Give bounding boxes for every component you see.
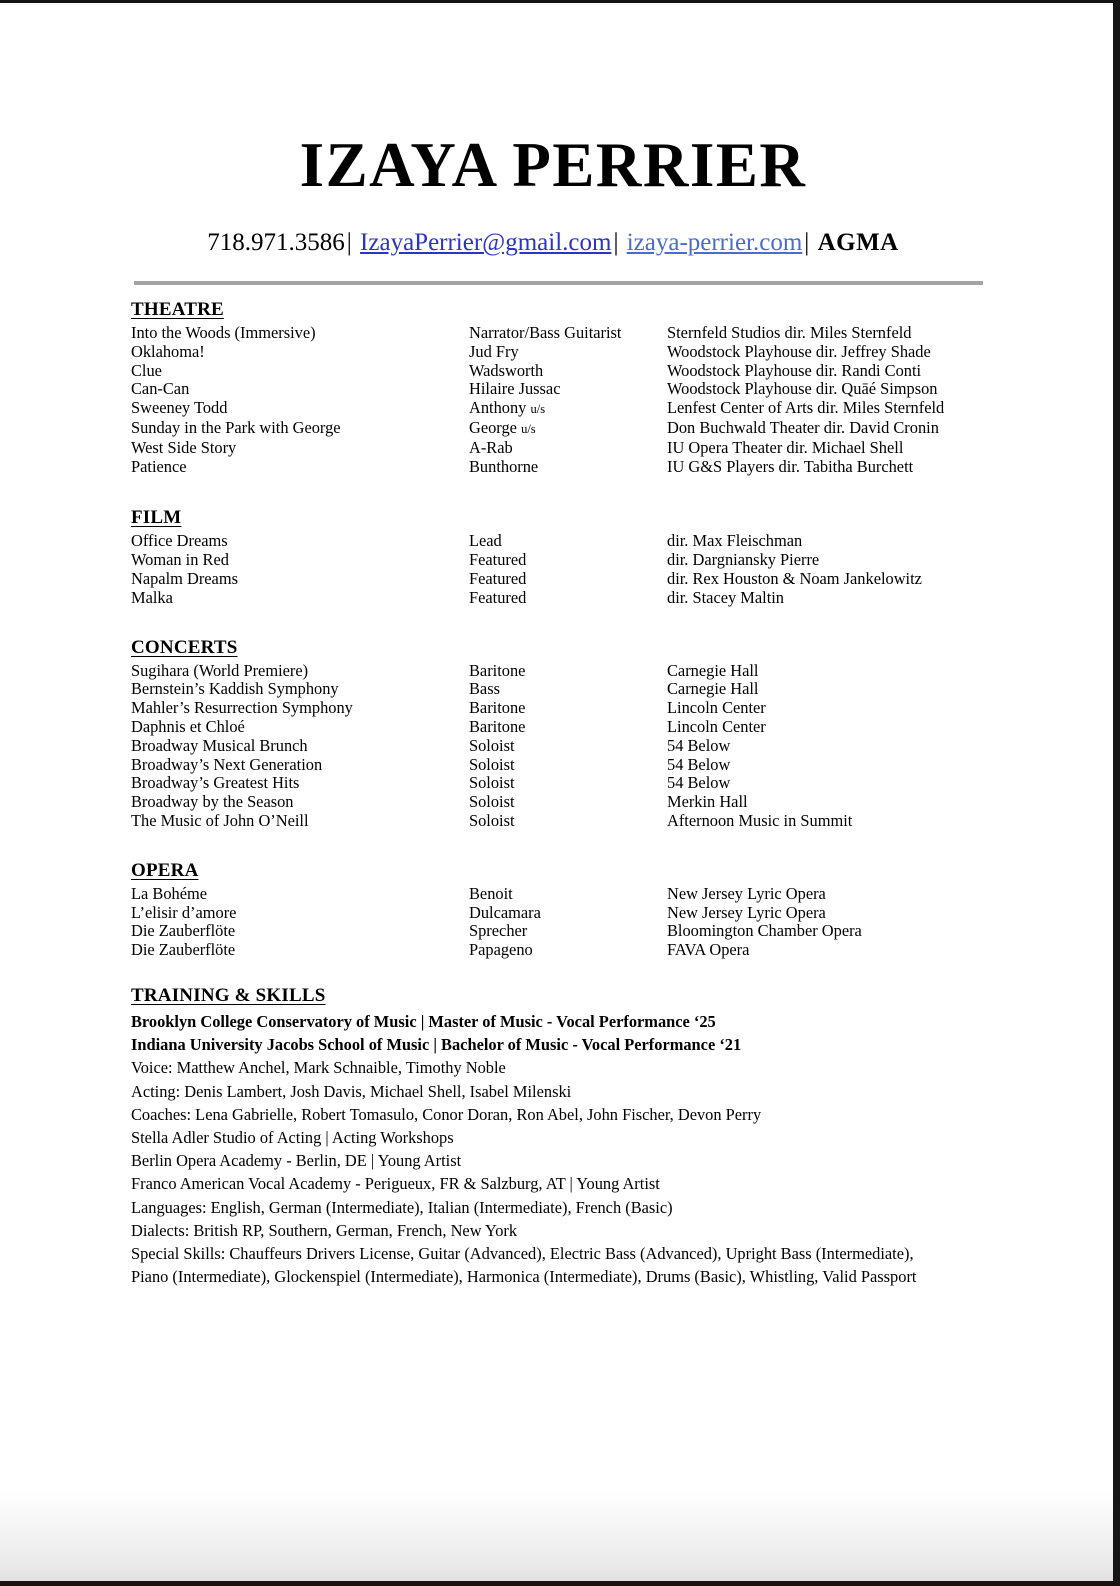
section-title-film: FILM: [131, 507, 182, 529]
credit-role: [469, 718, 667, 737]
training-line: Special Skills: Chauffeurs Drivers License, Guitar (Advanced), Electric Bass (Advanced), Upright Bass (Intermediate), Piano (Intermediate), Glockenspiel (Intermediate), Harmonica (Intermediate), Drums (Basic), Whistling, Valid Passport: [131, 1243, 917, 1287]
credit-role: [469, 551, 667, 570]
training-line: Stella Adler Studio of Acting | Acting Workshops: [131, 1127, 454, 1147]
credit-title: Die Zauberflöte: [131, 921, 236, 941]
credit-venue-director: Lenfest Center of Arts dir. Miles Sternfeld: [667, 398, 945, 418]
credit-role: [469, 343, 667, 362]
credit-role-name: Soloist: [469, 735, 515, 755]
credit-role: [469, 362, 667, 381]
credit-title: Broadway’s Greatest Hits: [131, 773, 300, 793]
credit-venue-director: Carnegie Hall: [667, 679, 759, 699]
credit-title: Sweeney Todd: [131, 398, 228, 418]
credit-title: Sugihara (World Premiere): [131, 660, 309, 680]
credit-role: [469, 680, 667, 699]
credit-row: [131, 551, 1031, 570]
credit-role-name: Featured: [469, 587, 527, 607]
credit-title: Broadway Musical Brunch: [131, 735, 308, 755]
credit-row: [131, 324, 1031, 343]
credit-role: [469, 941, 667, 960]
credit-row: [131, 680, 1031, 699]
page-title: IZAYA PERRIER: [299, 130, 807, 200]
credit-role-name: Lead: [469, 531, 502, 551]
section-opera: [131, 861, 1031, 960]
credit-rows-film: [131, 532, 1031, 607]
credit-row: [131, 439, 1031, 458]
credit-title: L’elisir d’amore: [131, 902, 237, 922]
credit-venue-director: dir. Stacey Maltin: [667, 587, 784, 607]
training-line: Acting: Denis Lambert, Josh Davis, Michael Shell, Isabel Milenski: [131, 1081, 572, 1101]
spacer: [131, 960, 1031, 986]
credit-role-name: Soloist: [469, 810, 515, 830]
credit-title: Oklahoma!: [131, 341, 205, 361]
credit-role: [469, 774, 667, 793]
training-lines: [131, 1010, 1031, 1288]
credit-row: [131, 941, 1031, 960]
credit-role-name: Papageno: [469, 940, 533, 960]
credit-role: [469, 458, 667, 477]
credit-role: [469, 737, 667, 756]
credit-role-name: Soloist: [469, 754, 515, 774]
credit-venue-director: Don Buchwald Theater dir. David Cronin: [667, 417, 939, 437]
contact-line: [0, 197, 1106, 255]
credit-role: [469, 324, 667, 343]
credit-role-name: Wadsworth: [469, 360, 544, 380]
credit-venue-director: 54 Below: [667, 773, 731, 793]
credit-title: Woman in Red: [131, 550, 229, 570]
section-concerts: [131, 638, 1031, 831]
spacer: [131, 476, 1031, 508]
header-divider: [134, 281, 983, 285]
credit-row: [131, 922, 1031, 941]
credit-title: Clue: [131, 360, 162, 380]
credit-role: [469, 439, 667, 458]
credit-role-name: Jud Fry: [469, 341, 519, 361]
credit-venue-director: dir. Max Fleischman: [667, 531, 803, 551]
credit-venue-director: 54 Below: [667, 754, 731, 774]
phone-number: 718.971.3586: [207, 229, 345, 256]
credit-role-name: Bass: [469, 679, 500, 699]
credit-venue-director: Carnegie Hall: [667, 660, 759, 680]
credit-row: [131, 662, 1031, 681]
section-title-theatre: THEATRE: [131, 299, 224, 320]
credit-role: [469, 589, 667, 608]
credit-venue-director: Merkin Hall: [667, 792, 748, 812]
separator-2: |: [613, 229, 619, 256]
credit-title: West Side Story: [131, 437, 237, 457]
training-line: Coaches: Lena Gabrielle, Robert Tomasulo, Conor Doran, Ron Abel, John Fischer, Devon Perry: [131, 1104, 762, 1124]
credit-row: [131, 362, 1031, 381]
resume-content: [0, 3, 1106, 1581]
credit-role-name: Narrator/Bass Guitarist: [469, 323, 622, 342]
training-line: Dialects: British RP, Southern, German, French, New York: [131, 1220, 518, 1240]
credit-row: [131, 904, 1031, 923]
credit-role: [469, 699, 667, 718]
credit-row: [131, 570, 1031, 589]
credit-rows-theatre: [131, 324, 1031, 476]
credit-rows-concerts: [131, 662, 1031, 831]
credit-role-name: Anthony: [469, 398, 527, 418]
section-film: [131, 508, 1031, 607]
credit-row: [131, 774, 1031, 793]
training-line: Languages: English, German (Intermediate), Italian (Intermediate), French (Basic): [131, 1197, 673, 1217]
credit-venue-director: New Jersey Lyric Opera: [667, 883, 826, 903]
credit-venue-director: dir. Dargniansky Pierre: [667, 550, 820, 570]
credit-title: Sunday in the Park with George: [131, 417, 341, 437]
credit-venue-director: Bloomington Chamber Opera: [667, 921, 862, 941]
credit-row: [131, 343, 1031, 362]
credit-venue-director: FAVA Opera: [667, 940, 750, 960]
credit-title: Die Zauberflöte: [131, 940, 236, 960]
credit-row: [131, 793, 1031, 812]
credit-venue-director: Woodstock Playhouse dir. Quāé Simpson: [667, 379, 938, 399]
training-line: Berlin Opera Academy - Berlin, DE | Young Artist: [131, 1151, 462, 1171]
credit-title: Bernstein’s Kaddish Symphony: [131, 679, 339, 699]
credit-role: [469, 532, 667, 551]
credit-role-name: Soloist: [469, 792, 515, 812]
credit-venue-director: Lincoln Center: [667, 698, 766, 718]
credit-row: [131, 380, 1031, 399]
credit-role-name: Bunthorne: [469, 456, 539, 476]
website-link[interactable]: izaya-perrier.com: [626, 229, 803, 256]
spacer: [131, 608, 1031, 638]
credit-row: [131, 737, 1031, 756]
credit-row: [131, 885, 1031, 904]
credit-role-name: Hilaire Jussac: [469, 379, 561, 399]
credit-row: [131, 399, 1031, 419]
credit-rows-opera: [131, 885, 1031, 960]
credit-venue-director: 54 Below: [667, 735, 731, 755]
credit-title: Broadway’s Next Generation: [131, 754, 323, 774]
credit-venue-director: Lincoln Center: [667, 716, 766, 736]
credit-role-name: Featured: [469, 568, 527, 588]
credit-role: [469, 419, 667, 439]
credit-venue-director: Afternoon Music in Summit: [667, 810, 853, 830]
credit-venue-director: Woodstock Playhouse dir. Randi Conti: [667, 360, 922, 380]
credit-role: [469, 812, 667, 831]
section-title-training-skills: TRAINING & SKILLS: [131, 984, 326, 1006]
credit-row: [131, 419, 1031, 439]
training-line: Voice: Matthew Anchel, Mark Schnaible, Timothy Noble: [131, 1058, 506, 1078]
credit-title: Napalm Dreams: [131, 568, 238, 588]
credit-role-name: Baritone: [469, 698, 526, 718]
separator-1: |: [346, 229, 352, 256]
credit-role: [469, 904, 667, 923]
credit-role: [469, 662, 667, 681]
credit-venue-director: dir. Rex Houston & Noam Jankelowitz: [667, 568, 922, 588]
credit-title: La Bohéme: [131, 883, 208, 903]
training-line: Franco American Vocal Academy - Perigueux, FR & Salzburg, AT | Young Artist: [131, 1174, 660, 1194]
credit-venue-director: IU Opera Theater dir. Michael Shell: [667, 437, 904, 457]
credit-row: [131, 458, 1031, 477]
spacer: [131, 831, 1031, 861]
training-line: Brooklyn College Conservatory of Music | Master of Music - Vocal Performance ‘25: [131, 1011, 716, 1031]
credit-role-name: George: [469, 417, 517, 437]
credit-role: [469, 570, 667, 589]
credit-role-name: Dulcamara: [469, 902, 541, 922]
credit-title: Office Dreams: [131, 531, 228, 551]
credit-role-name: Benoit: [469, 883, 513, 903]
training-line: Indiana University Jacobs School of Music | Bachelor of Music - Vocal Performance ‘21: [131, 1035, 742, 1055]
credit-venue-director: Woodstock Playhouse dir. Jeffrey Shade: [667, 341, 931, 361]
credit-role-name: A-Rab: [469, 437, 513, 457]
credit-venue-director: New Jersey Lyric Opera: [667, 902, 826, 922]
credit-title: Mahler’s Resurrection Symphony: [131, 698, 353, 718]
credit-role-name: Baritone: [469, 716, 526, 736]
separator-3: |: [804, 229, 810, 256]
credit-title: Can-Can: [131, 379, 190, 399]
credit-title: Malka: [131, 587, 173, 607]
credit-title: Broadway by the Season: [131, 792, 294, 812]
credit-row: [131, 718, 1031, 737]
understudy-marker: u/s: [530, 402, 546, 417]
credit-role: [469, 380, 667, 399]
credit-venue-director: IU G&S Players dir. Tabitha Burchett: [667, 456, 914, 476]
credit-row: [131, 812, 1031, 831]
credit-role: [469, 922, 667, 941]
credit-title: Daphnis et Chloé: [131, 716, 245, 736]
credit-venue-director: Sternfeld Studios dir. Miles Sternfeld: [667, 323, 912, 342]
section-title-concerts: CONCERTS: [131, 636, 238, 658]
section-training-skills: [131, 986, 1031, 1288]
credit-role: [469, 756, 667, 775]
credit-row: [131, 589, 1031, 608]
credit-role-name: Sprecher: [469, 921, 528, 941]
credit-row: [131, 532, 1031, 551]
credit-row: [131, 699, 1031, 718]
credit-role-name: Baritone: [469, 660, 526, 680]
email-link[interactable]: IzayaPerrier@gmail.com: [360, 229, 612, 256]
understudy-marker: u/s: [521, 421, 536, 436]
credit-title: The Music of John O’Neill: [131, 810, 309, 830]
credit-title: Into the Woods (Immersive): [131, 323, 316, 342]
section-title-opera: OPERA: [131, 859, 199, 881]
credit-role-name: Featured: [469, 550, 527, 570]
resume-sections: [131, 300, 1031, 1288]
union-affiliation: AGMA: [817, 229, 899, 256]
credit-role: [469, 399, 667, 419]
credit-role: [469, 793, 667, 812]
credit-title: Patience: [131, 456, 187, 476]
section-theatre: [131, 300, 1031, 476]
credit-row: [131, 756, 1031, 775]
credit-role: [469, 885, 667, 904]
credit-role-name: Soloist: [469, 773, 515, 793]
